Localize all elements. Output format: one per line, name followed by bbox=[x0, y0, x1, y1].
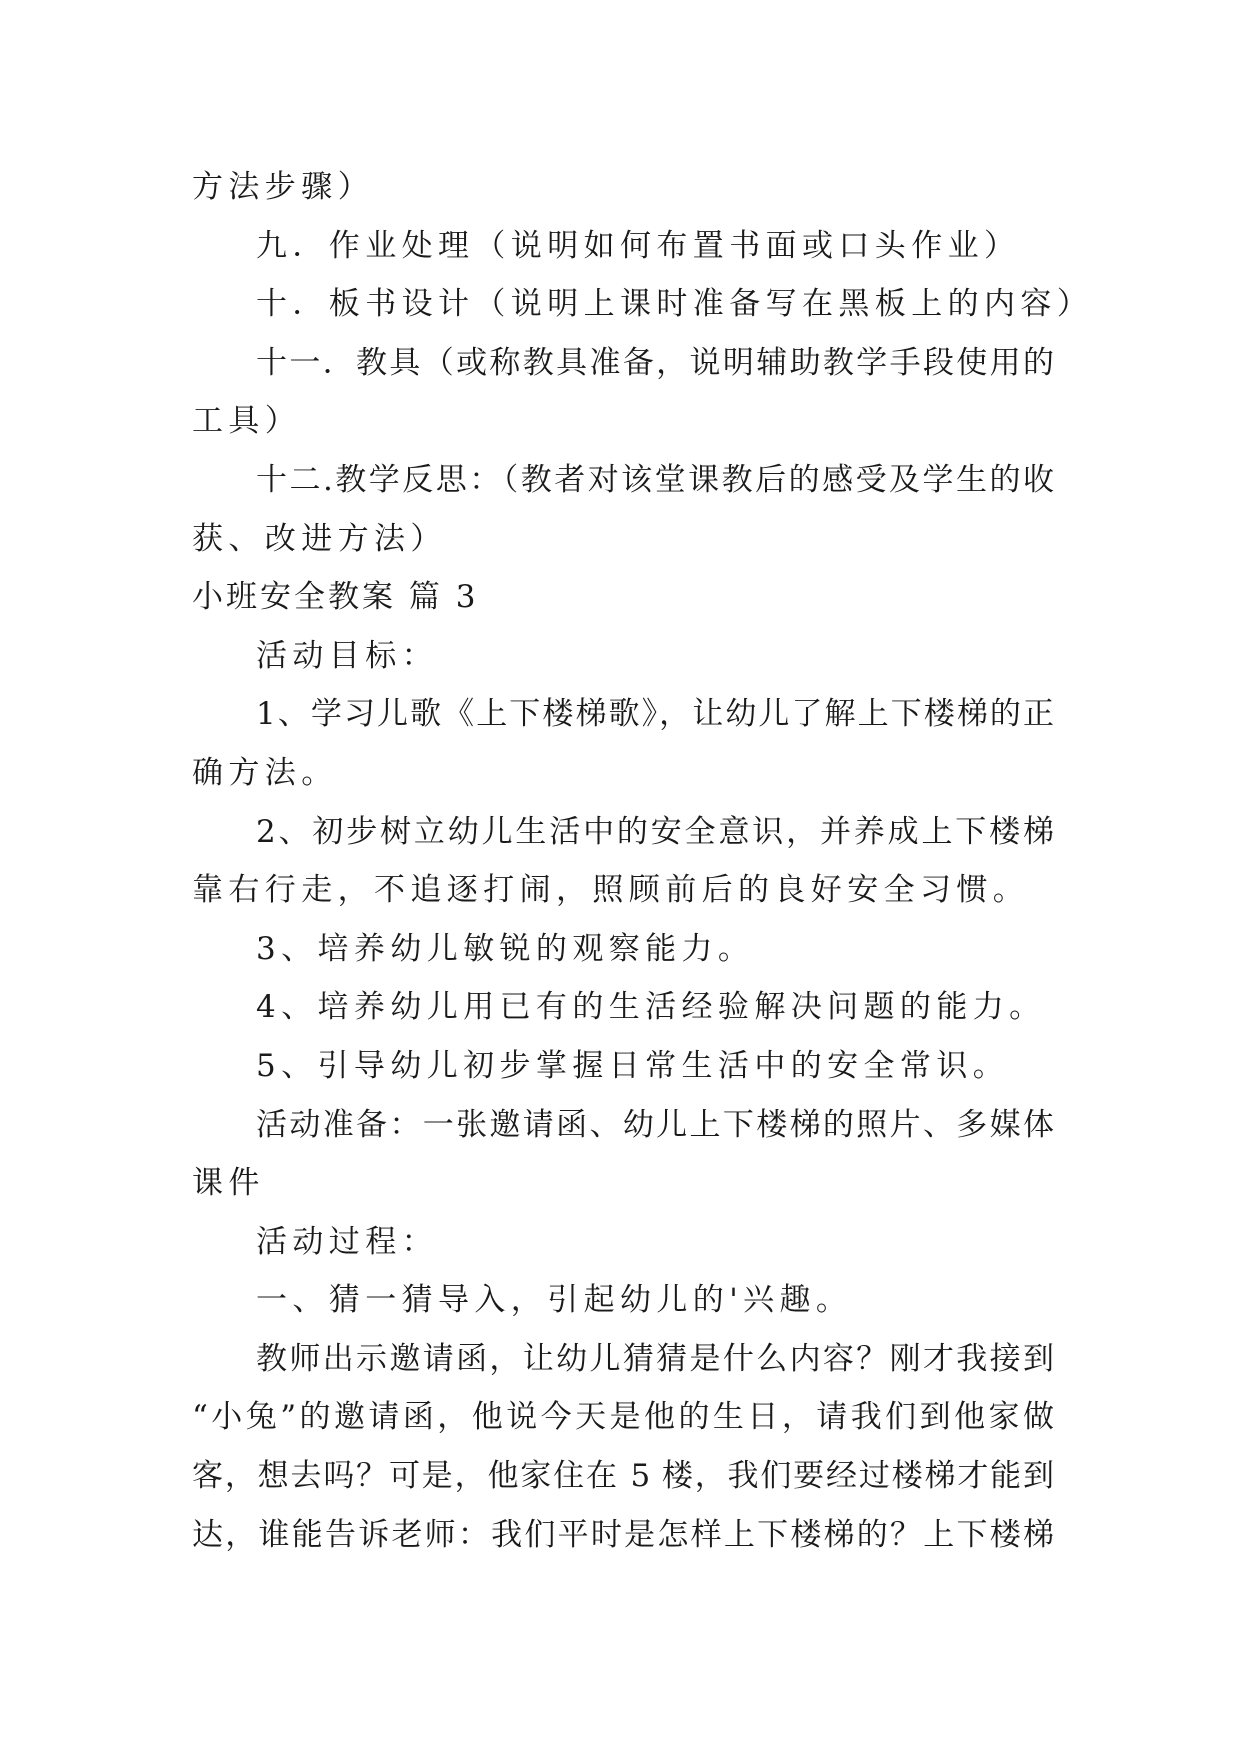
text-line-16: 5、引导幼儿初步掌握日常生活中的安全常识。 bbox=[256, 1047, 1010, 1084]
text-line-18: 课件 bbox=[192, 1165, 265, 1202]
text-line-2: 九．作业处理（说明如何布置书面或口头作业） bbox=[256, 227, 1021, 264]
text-line-10: 1、学习儿歌《上下楼梯歌》，让幼儿了解上下楼梯的正 bbox=[256, 696, 1054, 733]
text-line-17: 活动准备：一张邀请函、幼儿上下楼梯的照片、多媒体 bbox=[256, 1106, 1054, 1143]
document-body bbox=[192, 158, 1094, 1564]
text-line-19: 活动过程： bbox=[256, 1223, 438, 1260]
text-line-1: 方法步骤） bbox=[192, 169, 374, 205]
section-heading: 小班安全教案 篇 3 bbox=[192, 579, 479, 616]
text-line-9: 活动目标： bbox=[256, 637, 438, 674]
text-line-15: 4、培养幼儿用已有的生活经验解决问题的能力。 bbox=[256, 989, 1046, 1026]
text-line-20: 一、猜一猜导入，引起幼儿的'兴趣。 bbox=[256, 1282, 853, 1319]
text-line-4: 十一．教具（或称教具准备，说明辅助教学手段使用的 bbox=[256, 344, 1054, 381]
text-line-12: 2、初步树立幼儿生活中的安全意识，并养成上下楼梯 bbox=[256, 813, 1054, 850]
text-line-13: 靠右行走，不追逐打闹，照顾前后的良好安全习惯。 bbox=[192, 872, 1030, 909]
text-line-7: 获、改进方法） bbox=[192, 520, 447, 557]
text-line-14: 3、培养幼儿敏锐的观察能力。 bbox=[256, 930, 755, 967]
text-line-23: 客，想去吗？可是，他家住在 5 楼，我们要经过楼梯才能到 bbox=[192, 1458, 1054, 1495]
text-line-5: 工具） bbox=[192, 403, 302, 440]
text-line-11: 确方法。 bbox=[192, 754, 338, 791]
text-line-21: 教师出示邀请函，让幼儿猜猜是什么内容？刚才我接到 bbox=[256, 1340, 1054, 1377]
text-line-22: “小兔”的邀请函，他说今天是他的生日，请我们到他家做 bbox=[192, 1399, 1054, 1436]
text-line-6: 十二.教学反思：（教者对该堂课教后的感受及学生的收 bbox=[256, 461, 1054, 498]
text-line-3: 十．板书设计（说明上课时准备写在黑板上的内容） bbox=[256, 286, 1094, 323]
text-line-24: 达，谁能告诉老师：我们平时是怎样上下楼梯的？上下楼梯 bbox=[192, 1516, 1054, 1553]
